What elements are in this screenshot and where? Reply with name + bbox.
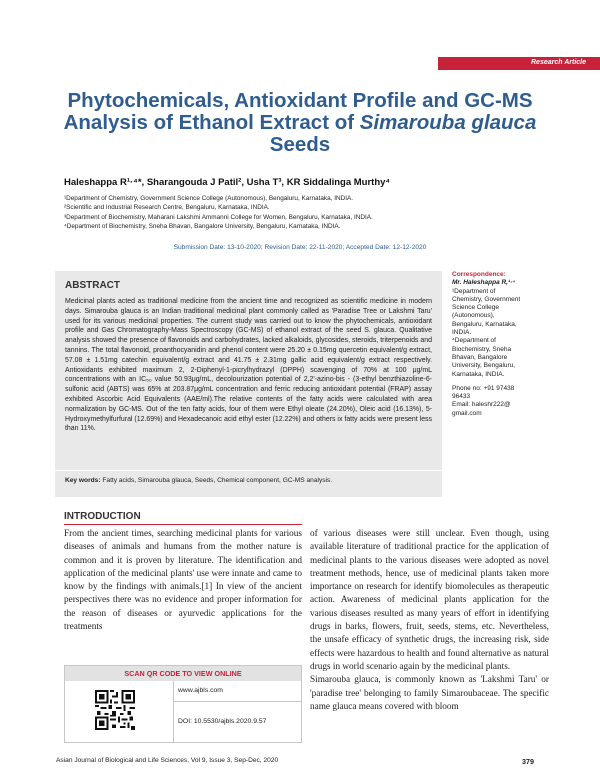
article-title [40, 90, 560, 156]
title-line-2-text: Analysis of Ethanol Extract of [63, 111, 360, 134]
title-species: Simarouba glauca [359, 111, 537, 134]
introduction-rule [64, 524, 302, 525]
correspondence-name: Mr. Haleshappa R,¹·⁴ [452, 279, 516, 287]
qr-divider [173, 681, 174, 743]
introduction-left-column: From the ancient times, searching medicinal plants for various diseases of animals and humans from the mother nature is common and it is proven by literature. The identification and application of the medicinal plants' use were innate and came to know by the findings with animals.[1] In view of the ancient perspectives there was no evidence and proper information for the reason of diseases or ayurvedic applications for the treatments [64, 529, 302, 633]
article-type-badge: Research Article [438, 57, 600, 70]
introduction-right-column [310, 528, 549, 714]
dept1-line: Bengaluru, Karnataka, [452, 320, 517, 328]
correspondence-phone [452, 385, 556, 402]
dept2-line: Karnataka, INDIA. [452, 370, 505, 378]
dept2-line: University, Bengaluru, [452, 362, 516, 370]
affiliation-2: ²Scientific and Industrial Research Centre, Bengaluru, Karnataka, INDIA. [64, 204, 270, 212]
email-line[interactable]: gmail.com [452, 409, 482, 417]
affiliation-3: ³Department of Biochemistry, Maharani Lakshmi Ammanni College for Women, Bengaluru, Karnataka, INDIA. [64, 213, 373, 221]
abstract-heading: ABSTRACT [65, 280, 120, 291]
dept1-line: ¹Department of [452, 287, 496, 295]
introduction-heading: INTRODUCTION [64, 511, 141, 522]
intro-paragraph-2: Simarouba glauca, is commonly known as 'Lakshmi Taru' or 'paradise tree' belonging to family Simaroubaceae. The specific name glauca means covered with bloom [310, 675, 549, 712]
keywords [65, 477, 435, 484]
correspondence-heading: Correspondence: [452, 271, 506, 278]
intro-paragraph-1: of various diseases were still unclear. Even though, using available literature of traditional practice for the application of medicinal plants to the various diseases were adopted as novel treatment methods, hence, use of medicinal plants taken more importance on research for identify biomolecules as therapeutic action. Awareness of medicinal plants application for the various diseases resulted as many years of effort in identifying drugs in barks, flowers, fruit, seeds, stems, etc. Nevertheless, the unsafe efficacy of synthetic drugs, the increasing risk, side effects were hazardous to health and found alternative as natural drugs in world scenario again by the medicinal plants. [310, 529, 549, 672]
dept1-line: (Autonomous), [452, 312, 495, 320]
dept2-line: Biochemistry, Sneha [452, 345, 512, 353]
dept1-line: Science College [452, 304, 499, 312]
page-number: 379 [522, 757, 534, 766]
affiliation-list [64, 194, 373, 231]
correspondence-dept-1 [452, 288, 556, 338]
dept2-line: ⁴Department of [452, 337, 496, 345]
keywords-divider [55, 470, 442, 471]
email-line[interactable]: Email: haleshr222@ [452, 401, 511, 409]
title-line-3: Seeds [269, 133, 331, 156]
correspondence-email[interactable] [452, 401, 556, 418]
qr-code-icon[interactable] [95, 690, 135, 730]
doi-link[interactable]: DOI: 10.5530/ajbls.2020.9.57 [178, 718, 267, 725]
footer-journal-citation: Asian Journal of Biological and Life Sciences, Vol 9, Issue 3, Sep-Dec, 2020 [56, 757, 279, 764]
phone-line: 96433 [452, 393, 471, 401]
keywords-label: Key words: [65, 477, 101, 484]
correspondence-block [452, 271, 556, 418]
title-line-1: Phytochemicals, Antioxidant Profile and GC-MS [67, 89, 533, 112]
qr-code-box [64, 665, 302, 743]
affiliation-1: ¹Department of Chemistry, Government Science College (Autonomous), Bengaluru, Karnataka, INDIA. [64, 195, 354, 202]
abstract-box [55, 271, 442, 497]
dept1-line: Chemistry, Government [452, 295, 521, 303]
submission-dates: Submission Date: 13-10-2020; Revision Date: 22-11-2020; Accepted Date: 12-12-2020 [173, 244, 427, 251]
author-list: Haleshappa R¹·⁴*, Sharangouda J Patil², Usha T³, KR Siddalinga Murthy⁴ [64, 177, 391, 188]
keywords-text: Fatty acids, Simarouba glauca, Seeds, Chemical component, GC-MS analysis. [102, 477, 333, 484]
affiliation-4: ⁴Department of Biochemistry, Sneha Bhavan, Bangalore University, Bengaluru, Karnataka, INDIA. [64, 222, 341, 230]
journal-url-link[interactable]: www.ajbls.com [178, 687, 223, 694]
qr-row-separator [173, 701, 301, 702]
correspondence-dept-2 [452, 337, 556, 378]
qr-heading: SCAN QR CODE TO VIEW ONLINE [65, 666, 301, 681]
dept2-line: Bhavan, Bangalore [452, 353, 508, 361]
title-line-2 [40, 112, 560, 134]
abstract-text: Medicinal plants acted as traditional medicine from the ancient time and recognized as scientific medicine in modern days. Simarouba glauca is an Indian traditional medicinal plant commonly called as 'Paradise Tree or Lakshmi Taru' used for its various medicinal properties. The current study was carried out to know the phytochemicals, antioxidant profile and Gas Chromatography-Mass Spectroscopy (GC-MS) of ethanol extract of the seed S. glauca. Qualitative analysis showed the presence of flavonoids and carbohydrates, lacked alkaloids, glycosides, steroids, triterpenoids and tannins. The total flavonoid, proanthocyanidin and phenol content were 25.20 ± 0.15mg quercetin equivalent/g extract, 57.08 ± 1.51mg catechin equivalent/g extract and 41.75 ± 2.31mg gallic acid equivalent/g extract respectively. Antioxidants exhibited maximum 2, 2-Diphenyl-1-picrylhydrazyl (DPPH) scavenging of 70% at 100 μg/mL concentrations with an IC₅₀ value 50.93μg/mL, decolourization potential of 2,2'-azino-bis - (3-ethyl benzthiazoline-6-sulfonic acid (ABTS) was 65% at 203.87μg/mL concentration and ferric reducing antioxidant potential (FRAP) assay exhibited Ascorbic Acid Equivalents (AAE/ml).The relative contents of the fatty acids were calculated with area normalization by GC-MS. Out of the ten fatty acids, four of them were Ethyl oleate (24.20%), Oleic acid (16.13%), 5-Hydroxymethylfurfural (12.69%) and Hexadecanoic acid ethyl ester (12.22%) and others ix fatty acids were present less than 11%. [65, 298, 432, 433]
dept1-line: INDIA. [452, 329, 472, 337]
phone-line: Phone no: +91 97438 [452, 384, 515, 392]
